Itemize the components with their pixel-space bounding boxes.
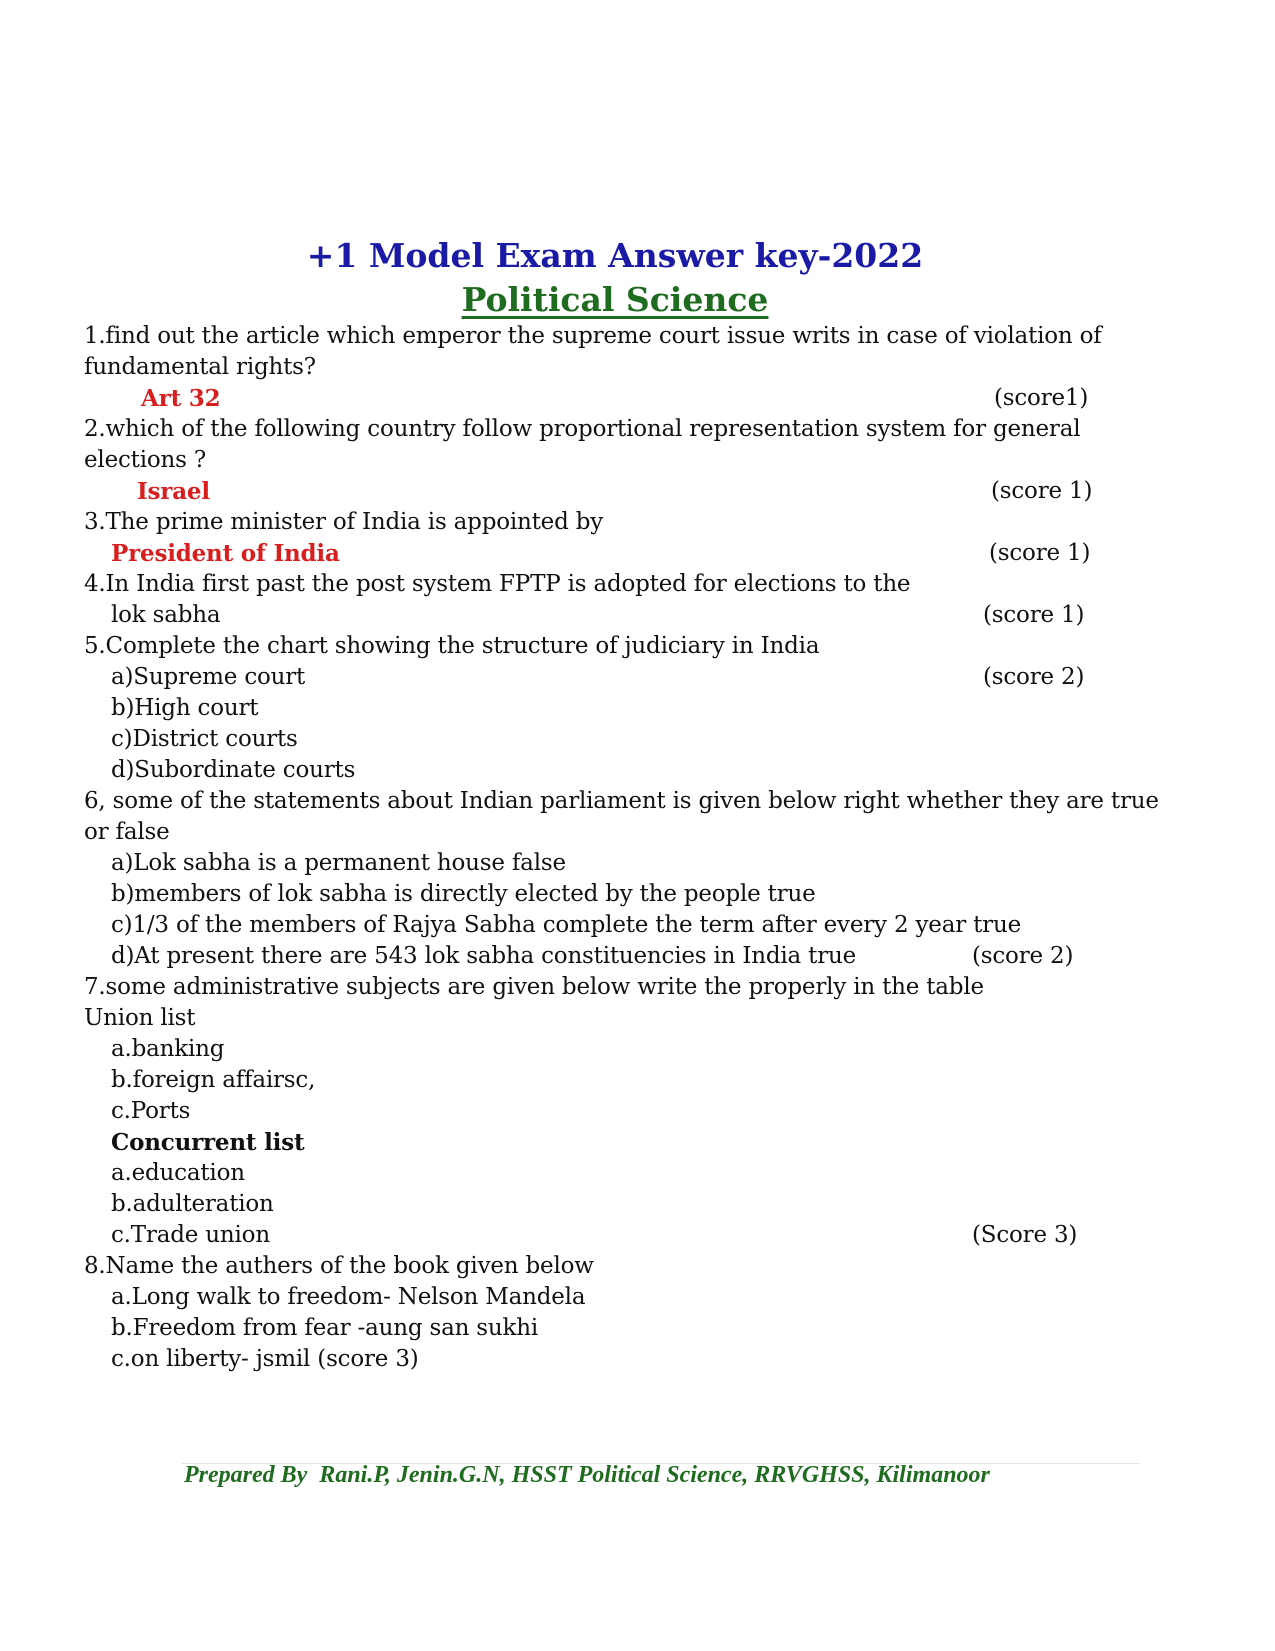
question-3-score: (score 1) bbox=[989, 540, 1091, 566]
union-list-item: a.banking bbox=[111, 1036, 225, 1062]
question-1-line-1: 1.find out the article which emperor the supreme court issue writs in case of violation of bbox=[84, 323, 1102, 349]
question-2-line-1: 2.which of the following country follow proportional representation system for general bbox=[84, 416, 1081, 442]
question-6-item: a)Lok sabha is a permanent house false bbox=[111, 850, 566, 876]
union-list-item: b.foreign affairsc, bbox=[111, 1067, 316, 1093]
question-5-line-1: 5.Complete the chart showing the structure of judiciary in India bbox=[84, 633, 820, 659]
answer-list bbox=[84, 321, 1159, 1375]
union-list-heading: Union list bbox=[84, 1005, 196, 1031]
question-5-score: (score 2) bbox=[983, 664, 1085, 690]
question-2-answer-row bbox=[84, 476, 1144, 507]
question-1-line-2: fundamental rights? bbox=[84, 354, 316, 380]
question-3-answer-row bbox=[84, 538, 1144, 569]
question-1-answer: Art 32 bbox=[141, 385, 221, 412]
union-list-item: c.Ports bbox=[111, 1098, 191, 1124]
question-6-line-1: 6, some of the statements about Indian parliament is given below right whether they are true bbox=[84, 788, 1159, 814]
question-5-item: b)High court bbox=[111, 695, 259, 721]
concurrent-list-item-c-row bbox=[84, 1220, 1144, 1251]
question-4-answer-row bbox=[84, 600, 1144, 631]
question-3-answer: President of India bbox=[111, 540, 340, 567]
question-8-item: a.Long walk to freedom- Nelson Mandela bbox=[111, 1284, 586, 1310]
concurrent-list-item: c.Trade union bbox=[111, 1222, 270, 1248]
question-4-score: (score 1) bbox=[983, 602, 1085, 628]
question-1-answer-row bbox=[84, 383, 1144, 414]
question-5-item: a)Supreme court bbox=[111, 664, 306, 690]
page-title: +1 Model Exam Answer key-2022 bbox=[306, 236, 924, 275]
question-6-score: (score 2) bbox=[972, 943, 1074, 969]
question-8-item: b.Freedom from fear -aung san sukhi bbox=[111, 1315, 539, 1341]
question-5-item-a-row bbox=[84, 662, 1144, 693]
concurrent-list-item: a.education bbox=[111, 1160, 245, 1186]
question-8-item: c.on liberty- jsmil (score 3) bbox=[111, 1346, 419, 1372]
question-4-answer: lok sabha bbox=[111, 602, 221, 628]
question-7-line-1: 7.some administrative subjects are given below write the properly in the table bbox=[84, 974, 984, 1000]
question-6-item: b)members of lok sabha is directly elected by the people true bbox=[111, 881, 816, 907]
question-7-score: (Score 3) bbox=[972, 1222, 1078, 1248]
subject-heading: Political Science bbox=[461, 280, 769, 319]
question-6-line-2: or false bbox=[84, 819, 170, 845]
question-6-item-d-row bbox=[84, 941, 1144, 972]
question-2-answer: Israel bbox=[137, 478, 210, 505]
question-6-item: d)At present there are 543 lok sabha constituencies in India true bbox=[111, 943, 857, 969]
question-2-line-2: elections ? bbox=[84, 447, 206, 473]
question-5-item: d)Subordinate courts bbox=[111, 757, 356, 783]
question-2-score: (score 1) bbox=[991, 478, 1093, 504]
concurrent-list-heading: Concurrent list bbox=[111, 1129, 305, 1156]
question-6-item: c)1/3 of the members of Rajya Sabha complete the term after every 2 year true bbox=[111, 912, 1021, 938]
question-4-line-1: 4.In India first past the post system FPTP is adopted for elections to the bbox=[84, 571, 911, 597]
footer-credit: Prepared By Rani.P, Jenin.G.N, HSST Political Science, RRVGHSS, Kilimanoor bbox=[184, 1462, 990, 1488]
question-5-item: c)District courts bbox=[111, 726, 298, 752]
question-1-score: (score1) bbox=[994, 385, 1089, 411]
question-3-line-1: 3.The prime minister of India is appointed by bbox=[84, 509, 604, 535]
question-8-line-1: 8.Name the authers of the book given below bbox=[84, 1253, 594, 1279]
concurrent-list-item: b.adulteration bbox=[111, 1191, 274, 1217]
